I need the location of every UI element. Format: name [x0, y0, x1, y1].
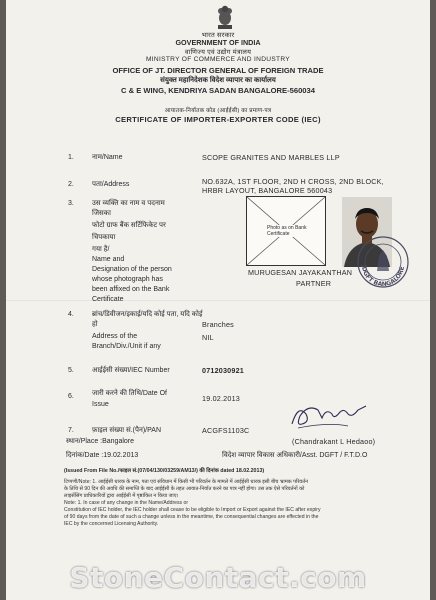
- date-line: दिनांक/Date :19.02.2013: [66, 452, 139, 459]
- branches-label: Branches: [202, 320, 234, 329]
- name-value: SCOPE GRANITES AND MARBLES LLP: [202, 153, 340, 162]
- national-emblem-icon: [215, 4, 235, 30]
- certificate-title-hindi: आयातक-निर्यातक कोड (आईईसी) का प्रमाण-पत्र: [164, 108, 272, 114]
- date-of-issue-value: 19.02.2013: [202, 394, 240, 403]
- note-line: के तिथि से 90 दिन की अवधि की समाप्ति के बाद आईईसी के तहत आयात-निर्यात करने का पात्र नहीं होगा। उस तक ऐसे परिवर्तनों को: [64, 486, 305, 492]
- photo-box-caption: Photo as on Bank Certificate: [267, 225, 309, 237]
- header-office: OFFICE OF JT. DIRECTOR GENERAL OF FOREIGN TRADE: [112, 66, 324, 75]
- designation-label-hindi-2: जिसका: [92, 210, 111, 217]
- designation-label-3: whose photograph has: [92, 276, 163, 283]
- seal-text: JDGFT BANGALORE: [359, 264, 406, 289]
- certificate-title: CERTIFICATE OF IMPORTER-EXPORTER CODE (IEC): [115, 115, 321, 124]
- iec-number-label: आईईसी संख्या/IEC Number: [92, 367, 170, 374]
- designation-label-5: Certificate: [92, 296, 124, 303]
- note-line: Note: 1. In case of any change in the Name/Address or: [64, 500, 189, 506]
- row-number: 5.: [68, 367, 74, 374]
- officer-signature: [288, 398, 370, 432]
- person-name: MURUGESAN JAYAKANTHAN: [248, 268, 353, 277]
- designation-label-1: Name and: [92, 256, 125, 263]
- photo-placeholder-box: [246, 196, 326, 266]
- header-address: C & E WING, KENDRIYA SADAN BANGALORE-560034: [121, 86, 315, 95]
- notes-block: [64, 479, 404, 528]
- note-line: Constitution of IEC holder, the IEC holder shall cease to be eligible to Import or Export against the IEC after expiry: [64, 507, 321, 513]
- issued-from-file: (Issued From File No./फाइल सं.(07/04/130/03259/AM13/) की दिनांक dated 18.02.2013): [64, 468, 265, 474]
- jdgft-seal-stamp: [356, 235, 410, 289]
- signatory-name: (Chandrakant L Hedaoo): [292, 437, 376, 446]
- row-number: 7.: [68, 427, 74, 434]
- branch-label-2: Branch/Div./Unit if any: [92, 343, 161, 350]
- note-line: IEC by the concerned Licensing Authority.: [64, 521, 159, 527]
- paper-fold-line: [6, 300, 430, 301]
- designation-label-hindi-5: गया है/: [92, 246, 110, 253]
- iec-number-value: 0712030921: [202, 366, 244, 375]
- header-office-hindi: संयुक्त महानिदेशक विदेश व्यापार का कार्यालय: [160, 77, 276, 84]
- header-govt: GOVERNMENT OF INDIA: [175, 38, 261, 47]
- date-of-issue-label-2: Issue: [92, 401, 109, 408]
- address-label: पता/Address: [92, 181, 130, 188]
- person-title: PARTNER: [296, 279, 332, 288]
- branch-label-1: Address of the: [92, 333, 138, 340]
- signatory-designation: विदेश व्यापार विकास अधिकारी/Asst. DGFT / F.T.D.O: [222, 452, 368, 459]
- name-label: नाम/Name: [92, 154, 123, 161]
- pan-value: ACGFS1103C: [202, 426, 250, 435]
- designation-label-4: been affixed on the Bank: [92, 286, 170, 293]
- row-number: 1.: [68, 154, 74, 161]
- date-of-issue-label-1: जारी करने की तिथि/Date Of: [92, 390, 167, 397]
- iec-certificate-document: [6, 0, 430, 600]
- row-number: 4.: [68, 311, 74, 318]
- row-number: 3.: [68, 200, 74, 207]
- header-ministry-hindi: वाणिज्य एवं उद्योग मंत्रालय: [184, 49, 252, 56]
- note-line: टिप्पणी/Note: 1. आईईसी धारक के नाम, पता एवं संविधान में किसी भी परिवर्तन के मामले में आईईसी धारक इसी बीच भ्रामक परिवर्तन: [64, 479, 308, 485]
- pan-label: फ़ाइल संख्या सं.(पैन)/PAN: [92, 427, 162, 434]
- place-line: स्थान/Place :Bangalore: [66, 438, 135, 445]
- designation-label-2: Designation of the person: [92, 266, 172, 273]
- designation-label-hindi-1: उस व्यक्ति का नाम व पदनाम: [92, 200, 165, 207]
- row-number: 6.: [68, 393, 74, 400]
- note-line: of 90 days from the date of such a change unless in the meantime, the consequential changes are effected in the: [64, 514, 319, 520]
- designation-label-hindi-3: फोटो ग्राफ बैंक सर्टिफिकेट पर: [92, 222, 166, 229]
- designation-label-hindi-4: चिपकाया: [92, 234, 116, 241]
- branch-label-hindi-1: ब्रांच/डिवीजन/इकाई/यदि कोई पता, यदि कोई: [92, 311, 203, 318]
- header-ministry: MINISTRY OF COMMERCE AND INDUSTRY: [146, 56, 290, 63]
- address-value-line2: HRBR LAYOUT, BANGALORE 560043: [202, 186, 333, 195]
- watermark: StoneContact.com: [69, 561, 367, 594]
- address-value-line1: NO.632A, 1ST FLOOR, 2ND H CROSS, 2ND BLOCK,: [202, 177, 384, 186]
- branch-label-hindi-2: हो: [92, 321, 98, 328]
- note-line: लाइसेंसिंग प्राधिकारियों द्वारा आईईसी में पृष्ठांकित न किया जाए।: [64, 493, 179, 499]
- row-number: 2.: [68, 181, 74, 188]
- header-hindi-govt: भारत सरकार: [201, 32, 235, 39]
- branches-value: NIL: [202, 333, 214, 342]
